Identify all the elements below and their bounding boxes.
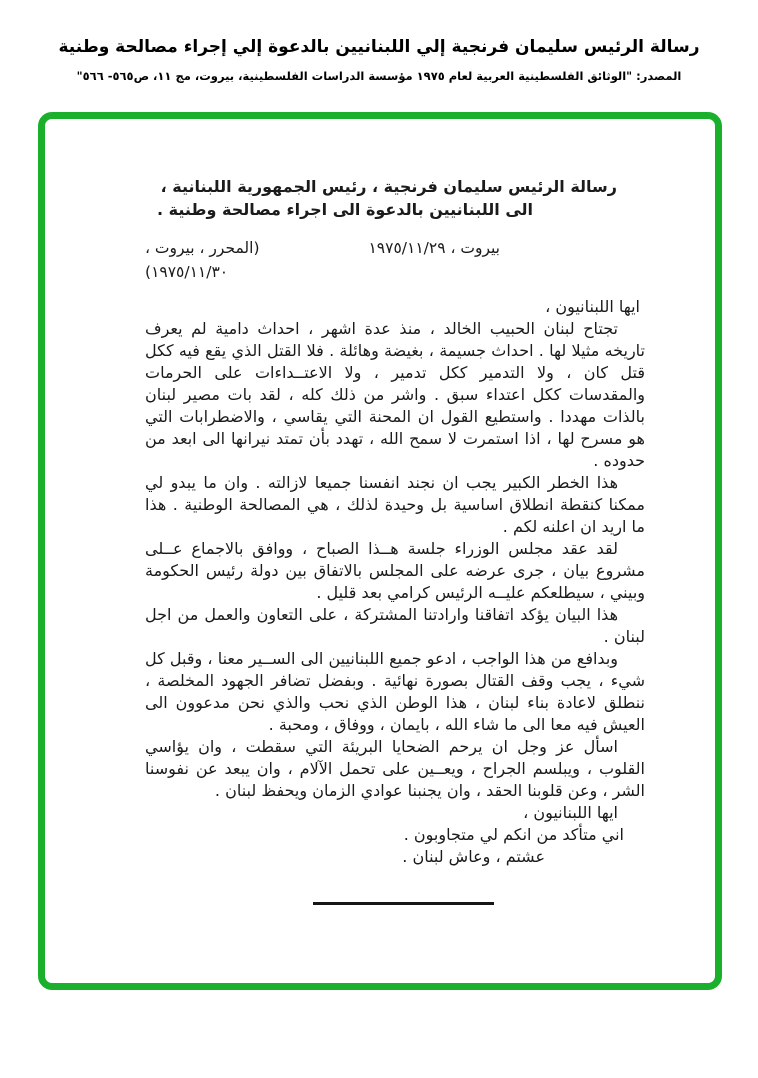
closing-line2: عشتم ، وعاش لبنان . xyxy=(402,847,545,866)
salutation-closing: ايها اللبنانيون ، xyxy=(523,803,618,822)
document-title xyxy=(145,175,645,221)
dateline xyxy=(145,236,645,284)
salutation: ايها اللبنانيون ، xyxy=(545,297,640,316)
document-title-line2: الى اللبنانيين بالدعوة الى اجراء مصالحة وطنية . xyxy=(157,200,533,219)
source-attribution-line1: (المحرر ، بيروت ، xyxy=(145,239,260,257)
body-paragraph: لقد عقد مجلس الوزراء جلسة هــذا الصباح ، ووافق بالاجماع عــلى مشروع بيان ، جرى عرضه على المجلس بالاتفاق بين دولة رئيس الحكومة وبيني ، سيطلعكم عليــه الرئيس كرامي بعد قليل . xyxy=(145,539,645,602)
document-frame xyxy=(38,112,722,990)
body-paragraph: اسأل عز وجل ان يرحم الضحايا البريئة التي سقطت ، وان يؤاسي القلوب ، ويبلسم الجراح ، ويعــين على تحمل الآلام ، وان يبعد عن نفوسنا الشر ، وعن قلوبنا الحقد ، وان يجنبنا عوادي الزمان ويحفظ لبنان . xyxy=(145,737,645,800)
document-page xyxy=(45,119,715,905)
document-title-line1: رسالة الرئيس سليمان فرنجية ، رئيس الجمهورية اللبنانية ، xyxy=(160,177,617,196)
body-paragraph: هذا البيان يؤكد اتفاقنا وارادتنا المشتركة ، على التعاون والعمل من اجل لبنان . xyxy=(145,605,645,646)
body-paragraph: هذا الخطر الكبير يجب ان نجند انفسنا جميعا لازالته . وان ما يبدو لي ممكنا كنقطة انطلاق اساسية بل وحيدة لذلك ، هي المصالحة الوطنية . هذا ما اريد ان اعلنه لكم . xyxy=(145,473,645,536)
end-divider xyxy=(313,902,494,905)
page-title: رسالة الرئيس سليمان فرنجية إلي اللبنانيين بالدعوة إلي إجراء مصالحة وطنية xyxy=(58,37,700,57)
source-attribution-line2: ١٩٧٥/١١/٣٠) xyxy=(145,263,229,281)
place-and-date: بيروت ، ١٩٧٥/١١/٢٩ xyxy=(368,239,500,257)
body-paragraph: وبدافع من هذا الواجب ، ادعو جميع اللبنانيين الى الســير معنا ، وقبل كل شيء ، يجب وقف القتال بصورة نهائية . وبفضل تضافر الجهود المخلصة ، ننطلق لاعادة بناء لبنان ، هذا الوطن الذي نحب والذي نحن مدعوون الى العيش فيه معا الى ما شاء الله ، بايمان ، ووفاق ، ومحبة . xyxy=(145,649,645,734)
source-citation: المصدر: "الوثائق الفلسطينية العربية لعام ١٩٧٥ مؤسسة الدراسات الفلسطينية، بيروت، مج ١١، ص٥٦٥- ٥٦٦" xyxy=(76,69,682,83)
body-paragraph: تجتاح لبنان الحبيب الخالد ، منذ عدة اشهر ، احداث دامية لم يعرف تاريخه مثيلا لها . احداث جسيمة ، بغيضة وهائلة . فلا القتل الذي يقع فيه ككل قتل كان ، ولا التدمير ككل تدمير ، ولا الاعتــداءات على الحرمات والمقدسات ككل اعتداء سبق . واشر من ذلك كله ، لقد بات مصير لبنان بالذات مهددا . واستطيع القول ان المحنة التي يقاسي ، والاضطرابات التي هو مسرح لها ، اذا استمرت لا سمح الله ، تهدد بأن تمتد نيرانها الى ابعد من حدوده . xyxy=(145,319,645,470)
page-header xyxy=(0,0,758,83)
source-attribution xyxy=(145,236,260,284)
closing-line1: اني متأكد من انكم لي متجاوبون . xyxy=(403,825,624,844)
